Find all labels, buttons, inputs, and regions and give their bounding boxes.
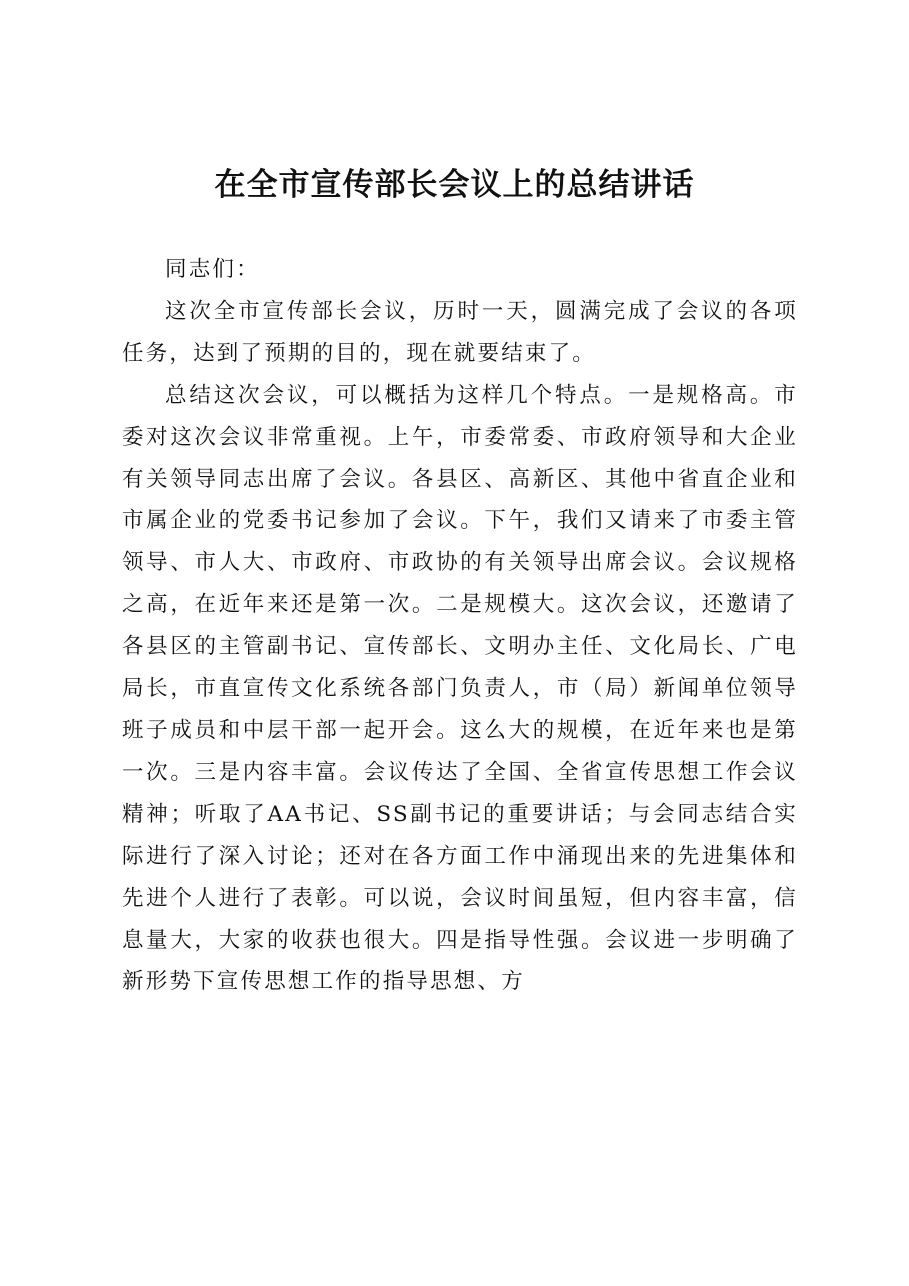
opening-paragraph: 这次全市宣传部长会议，历时一天，圆满完成了会议的各项任务，达到了预期的目的，现在就要结束了。	[122, 298, 798, 366]
document-title: 在全市宣传部长会议上的总结讲话	[214, 167, 695, 203]
summary-paragraph: 总结这次会议，可以概括为这样几个特点。一是规格高。市委对这次会议非常重视。上午，市委常委、市政府领导和大企业有关领导同志出席了会议。各县区、高新区、其他中省直企业和市属企业的党委书记参加了会议。下午，我们又请来了市委主管领导、市人大、市政府、市政协的有关领导出席会议。会议规格之高，在近年来还是第一次。二是规模大。这次会议，还邀请了各县区的主管副书记、宣传部长、文明办主任、文化局长、广电局长，市直宣传文化系统各部门负责人，市（局）新闻单位领导班子成员和中层干部一起开会。这么大的规模，在近年来也是第一次。三是内容丰富。会议传达了全国、全省宣传思想工作会议精神；听取了AA书记、SS副书记的重要讲话；与会同志结合实际进行了深入讨论；还对在各方面工作中涌现出来的先进集体和先进个人进行了表彰。可以说，会议时间虽短，但内容丰富，信息量大，大家的收获也很大。四是指导性强。会议进一步明确了新形势下宣传思想工作的指导思想、方	[122, 382, 798, 995]
document-body	[122, 249, 798, 1003]
greeting-paragraph: 同志们：	[165, 257, 260, 282]
